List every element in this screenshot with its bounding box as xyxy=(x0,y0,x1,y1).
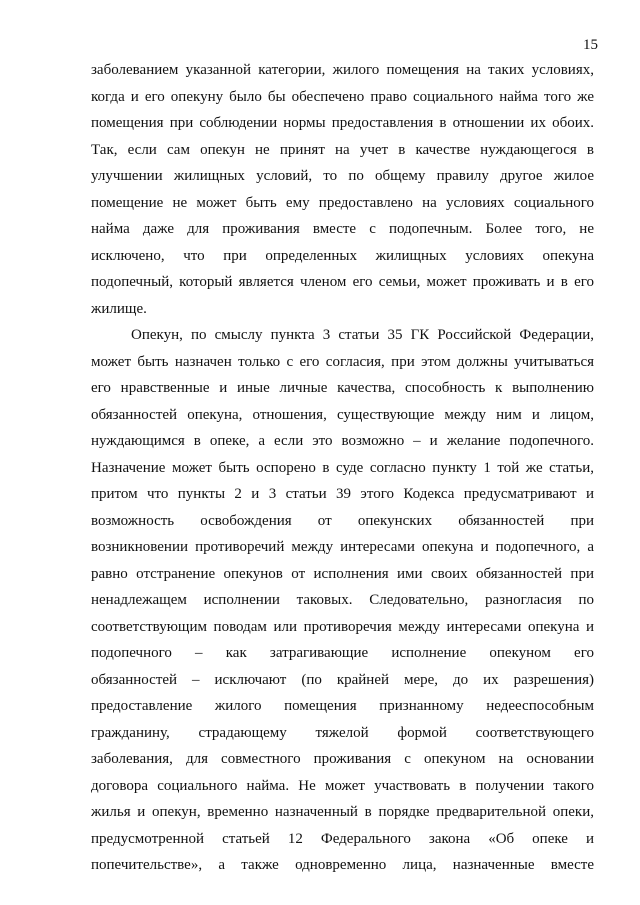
text-line: улучшении жилищных условий, то по общему правилу другое жилое xyxy=(91,168,594,184)
document-body xyxy=(91,57,594,879)
text-line: ненадлежащем исполнении таковых. Следовательно, разногласия по xyxy=(91,592,594,608)
text-line: заболевания, для совместного проживания с опекуном на основании xyxy=(91,751,594,767)
text-line: соответствующим поводам или противоречия между интересами опекуна и xyxy=(91,618,594,635)
text-line: равно отстранение опекунов от исполнения ими своих обязанностей при xyxy=(91,565,594,582)
text-line: Опекун, по смыслу пункта 3 статьи 35 ГК Российской Федерации, xyxy=(131,327,594,343)
text-line: заболеванием указанной категории, жилого помещения на таких условиях, xyxy=(91,62,594,78)
text-line: подопечного – как затрагивающие исполнение опекуном его xyxy=(91,645,594,661)
paragraph xyxy=(91,57,594,322)
text-line: притом что пункты 2 и 3 статьи 39 этого Кодекса предусматривают и xyxy=(91,486,594,502)
text-line: помещение не может быть ему предоставлено на условиях социального xyxy=(91,194,594,211)
text-line: подопечный, который является членом его семьи, может проживать и в его xyxy=(91,274,594,290)
text-line: жилья и опекун, временно назначенный в порядке предварительной опеки, xyxy=(91,804,594,820)
text-line: исключено, что при определенных жилищных условиях опекуна xyxy=(91,247,594,264)
text-line: попечительстве», а также одновременно лица, назначенные вместе xyxy=(91,857,594,873)
text-line: гражданину, страдающему тяжелой формой соответствующего xyxy=(91,724,594,741)
text-line: обязанностей – исключают (по крайней мере, до их разрешения) xyxy=(91,671,594,688)
text-line: Так, если сам опекун не принят на учет в качестве нуждающегося в xyxy=(91,141,594,158)
paragraph xyxy=(91,322,594,879)
text-line: Назначение может быть оспорено в суде согласно пункту 1 той же статьи, xyxy=(91,459,594,476)
text-line: нуждающимся в опеке, а если это возможно – и желание подопечного. xyxy=(91,433,594,449)
text-line: помещения при соблюдении нормы предоставления в отношении их обоих. xyxy=(91,115,594,131)
text-line: жилище. xyxy=(91,300,147,317)
text-line: договора социального найма. Не может участвовать в получении такого xyxy=(91,777,594,794)
text-line: найма даже для проживания вместе с подопечным. Более того, не xyxy=(91,221,594,237)
text-line: предусмотренной статьей 12 Федерального закона «Об опеке и xyxy=(91,830,594,847)
text-line: обязанностей опекуна, отношения, существующие между ним и лицом, xyxy=(91,406,594,423)
text-line: предоставление жилого помещения признанному недееспособным xyxy=(91,698,594,714)
text-line: возможность освобождения от опекунских обязанностей при xyxy=(91,512,594,529)
text-line: возникновении противоречий между интересами опекуна и подопечного, а xyxy=(91,539,594,555)
text-line: когда и его опекуну было бы обеспечено право социального найма того же xyxy=(91,88,594,105)
text-line: может быть назначен только с его согласия, при этом должны учитываться xyxy=(91,353,594,370)
page-number: 15 xyxy=(583,37,598,53)
text-line: его нравственные и иные личные качества, способность к выполнению xyxy=(91,380,594,396)
